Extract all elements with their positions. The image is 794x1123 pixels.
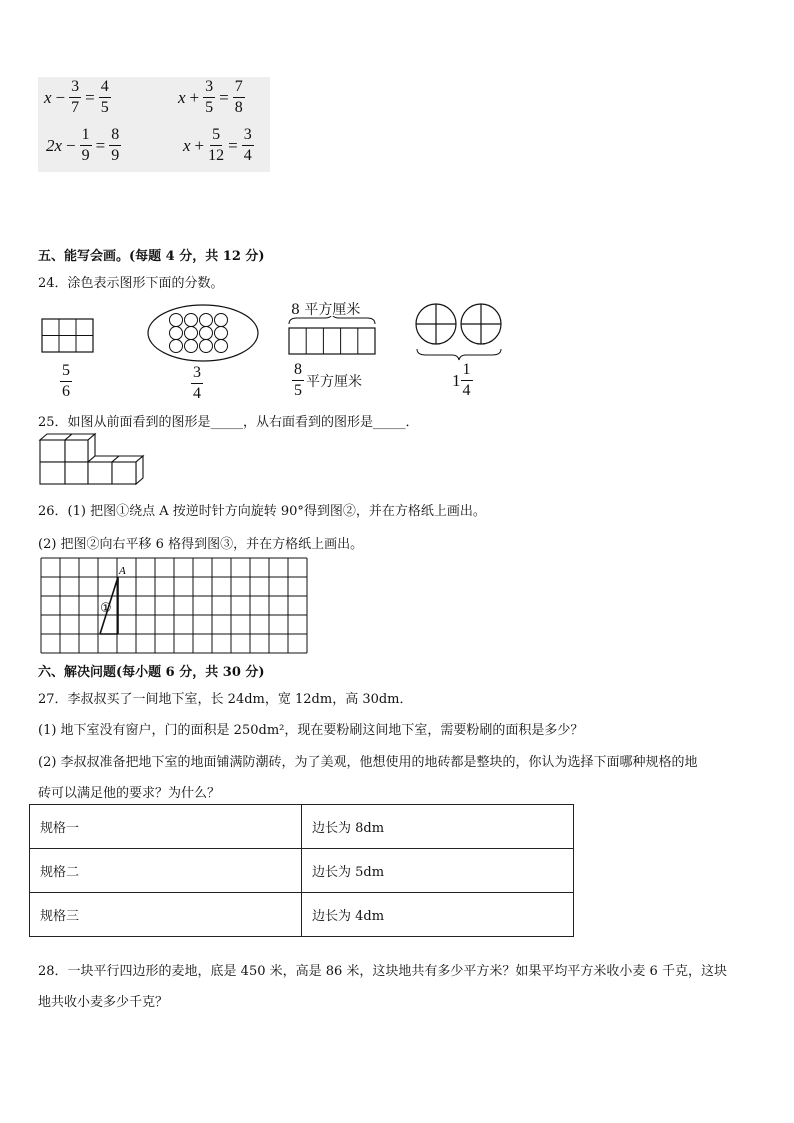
- equation-1: x − $\frac{3}{7}$ = $\frac{4}{5}$: [44, 78, 109, 116]
- table-row: [30, 805, 574, 849]
- table-row: [30, 849, 574, 893]
- shape-1-label: ①: [100, 601, 112, 616]
- question-28-line-2: 地共收小麦多少千克？: [38, 995, 169, 1010]
- equation-4: x + $\frac{5}{12}$ = $\frac{3}{4}$: [183, 126, 252, 164]
- fraction-8-5-area: $\frac{8}{5}$ 平方厘米: [294, 361, 362, 399]
- spec-name-cell: 规格二: [30, 849, 302, 893]
- figure-grid-rectangle: [41, 318, 95, 354]
- spec-name-cell: 规格一: [30, 805, 302, 849]
- spec-size-cell: 边长为 8dm: [302, 805, 574, 849]
- figure-ellipse-circles: [146, 303, 260, 363]
- table-row: [30, 893, 574, 937]
- question-27-part-2-line-2: 砖可以满足他的要求？为什么？: [38, 786, 221, 801]
- spec-name-cell: 规格三: [30, 893, 302, 937]
- question-26-part-1: 26．(1) 把图①绕点 A 按逆时针方向旋转 90°得到图②，并在方格纸上画出。: [38, 504, 486, 519]
- spec-size-cell: 边长为 4dm: [302, 893, 574, 937]
- mixed-number-1-1-4: 1 $\frac{1}{4}$: [452, 361, 471, 399]
- question-24: 24．涂色表示图形下面的分数。: [38, 276, 224, 291]
- fraction-5-6: $\frac{5}{6}$: [62, 362, 70, 400]
- section-5-title: 五、能写会画。(每题 4 分，共 12 分): [38, 249, 265, 264]
- section-6-title: 六、解决问题(每小题 6 分，共 30 分): [38, 665, 265, 680]
- equation-3: 2x − $\frac{1}{9}$ = $\frac{8}{9}$: [46, 126, 120, 164]
- figure-strip: [287, 316, 377, 356]
- cube-stack-figure: [38, 432, 148, 487]
- figure-two-circles: [414, 303, 506, 365]
- question-27-part-2-line-1: (2) 李叔叔准备把地下室的地面铺满防潮砖，为了美观，他想使用的地砖都是整块的，你认为选择下面哪种规格的地: [38, 755, 698, 770]
- question-27-part-1: (1) 地下室没有窗户，门的面积是 250dm²，现在要粉刷这间地下室，需要粉刷的面积是多少？: [38, 723, 584, 738]
- spec-size-cell: 边长为 5dm: [302, 849, 574, 893]
- question-28-line-1: 28．一块平行四边形的麦地，底是 450 米，高是 86 米，这块地共有多少平方米？如果平均平方米收小麦 6 千克，这块: [38, 964, 727, 979]
- equation-2: x + $\frac{3}{5}$ = $\frac{7}{8}$: [178, 78, 243, 116]
- figure-strip-top-label: 8 平方厘米: [291, 302, 361, 318]
- fraction-3-4: $\frac{3}{4}$: [193, 364, 201, 402]
- question-25: 25．如图从前面看到的图形是_____，从右面看到的图形是_____．: [38, 415, 419, 430]
- question-27: 27．李叔叔买了一间地下室，长 24dm，宽 12dm，高 30dm．: [38, 692, 413, 707]
- point-a-label: A: [119, 565, 126, 577]
- grid-paper: [40, 557, 308, 654]
- question-26-part-2: (2) 把图②向右平移 6 格得到图③，并在方格纸上画出。: [38, 537, 364, 552]
- tile-spec-table: [29, 804, 574, 937]
